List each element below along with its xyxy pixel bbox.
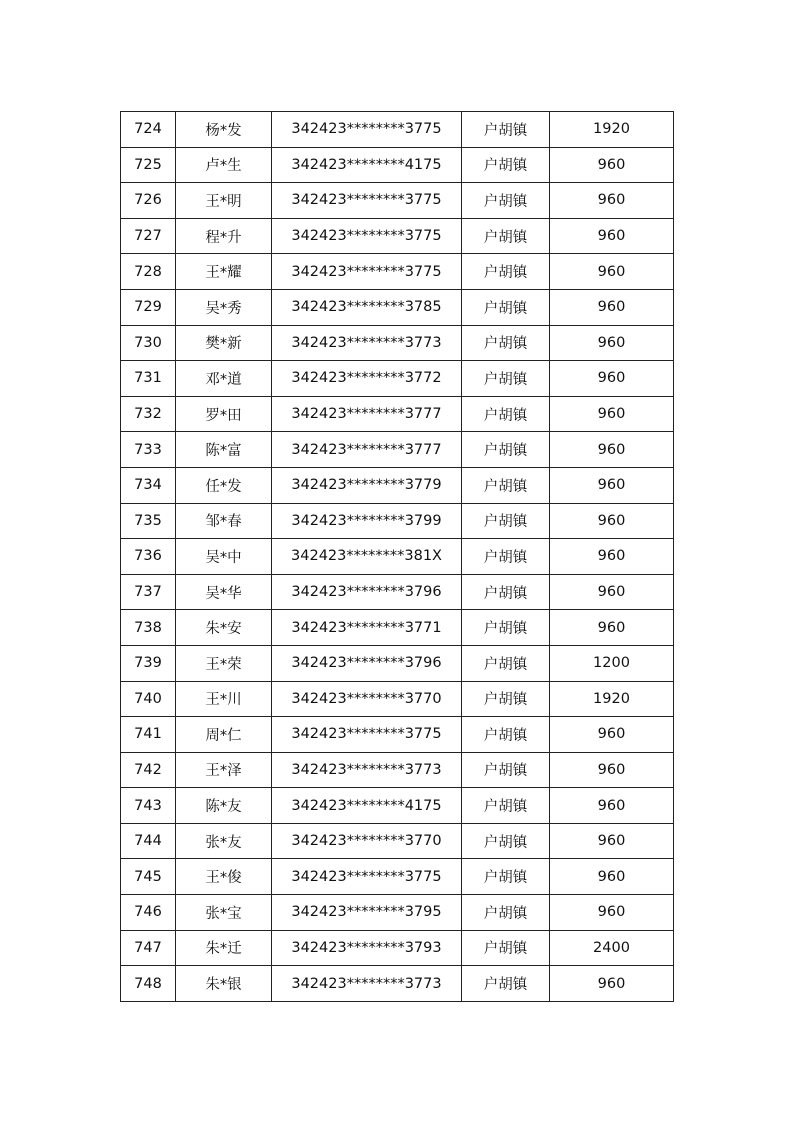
row-number-cell: 740 bbox=[121, 681, 176, 717]
town-cell: 户胡镇 bbox=[462, 966, 550, 1002]
table-row bbox=[121, 823, 674, 859]
id-number-cell: 342423********3775 bbox=[272, 112, 462, 148]
id-number-cell: 342423********3771 bbox=[272, 610, 462, 646]
row-number-cell: 732 bbox=[121, 396, 176, 432]
id-number-cell: 342423********3773 bbox=[272, 966, 462, 1002]
table-row bbox=[121, 289, 674, 325]
amount-cell: 960 bbox=[550, 610, 674, 646]
row-number-cell: 738 bbox=[121, 610, 176, 646]
row-number-cell: 734 bbox=[121, 467, 176, 503]
table-row bbox=[121, 752, 674, 788]
row-number-cell: 727 bbox=[121, 218, 176, 254]
town-cell: 户胡镇 bbox=[462, 717, 550, 753]
table-row bbox=[121, 503, 674, 539]
amount-cell: 960 bbox=[550, 966, 674, 1002]
row-number-cell: 725 bbox=[121, 147, 176, 183]
amount-cell: 1920 bbox=[550, 681, 674, 717]
name-cell: 张*友 bbox=[176, 823, 272, 859]
table-row bbox=[121, 930, 674, 966]
table-row bbox=[121, 147, 674, 183]
town-cell: 户胡镇 bbox=[462, 645, 550, 681]
table-row bbox=[121, 218, 674, 254]
id-number-cell: 342423********3775 bbox=[272, 859, 462, 895]
row-number-cell: 729 bbox=[121, 289, 176, 325]
town-cell: 户胡镇 bbox=[462, 396, 550, 432]
name-cell: 卢*生 bbox=[176, 147, 272, 183]
table-row bbox=[121, 966, 674, 1002]
name-cell: 邹*春 bbox=[176, 503, 272, 539]
row-number-cell: 731 bbox=[121, 361, 176, 397]
table-row bbox=[121, 788, 674, 824]
row-number-cell: 736 bbox=[121, 539, 176, 575]
id-number-cell: 342423********3772 bbox=[272, 361, 462, 397]
amount-cell: 960 bbox=[550, 574, 674, 610]
amount-cell: 960 bbox=[550, 539, 674, 575]
name-cell: 张*宝 bbox=[176, 895, 272, 931]
table-row bbox=[121, 717, 674, 753]
id-number-cell: 342423********3775 bbox=[272, 717, 462, 753]
id-number-cell: 342423********3779 bbox=[272, 467, 462, 503]
id-number-cell: 342423********381X bbox=[272, 539, 462, 575]
id-number-cell: 342423********3777 bbox=[272, 396, 462, 432]
row-number-cell: 744 bbox=[121, 823, 176, 859]
name-cell: 陈*友 bbox=[176, 788, 272, 824]
name-cell: 王*耀 bbox=[176, 254, 272, 290]
amount-cell: 960 bbox=[550, 396, 674, 432]
amount-cell: 960 bbox=[550, 218, 674, 254]
town-cell: 户胡镇 bbox=[462, 930, 550, 966]
name-cell: 杨*发 bbox=[176, 112, 272, 148]
subsidy-table bbox=[120, 111, 674, 1002]
table-row bbox=[121, 645, 674, 681]
town-cell: 户胡镇 bbox=[462, 325, 550, 361]
amount-cell: 960 bbox=[550, 325, 674, 361]
name-cell: 王*川 bbox=[176, 681, 272, 717]
table-row bbox=[121, 574, 674, 610]
table-row bbox=[121, 895, 674, 931]
name-cell: 朱*迁 bbox=[176, 930, 272, 966]
amount-cell: 960 bbox=[550, 823, 674, 859]
amount-cell: 960 bbox=[550, 717, 674, 753]
table-body bbox=[121, 112, 674, 1002]
amount-cell: 1200 bbox=[550, 645, 674, 681]
town-cell: 户胡镇 bbox=[462, 289, 550, 325]
town-cell: 户胡镇 bbox=[462, 467, 550, 503]
row-number-cell: 745 bbox=[121, 859, 176, 895]
id-number-cell: 342423********3775 bbox=[272, 218, 462, 254]
row-number-cell: 730 bbox=[121, 325, 176, 361]
town-cell: 户胡镇 bbox=[462, 752, 550, 788]
table-row bbox=[121, 183, 674, 219]
table-row bbox=[121, 432, 674, 468]
name-cell: 王*明 bbox=[176, 183, 272, 219]
table-row bbox=[121, 361, 674, 397]
row-number-cell: 726 bbox=[121, 183, 176, 219]
town-cell: 户胡镇 bbox=[462, 539, 550, 575]
town-cell: 户胡镇 bbox=[462, 147, 550, 183]
amount-cell: 960 bbox=[550, 467, 674, 503]
id-number-cell: 342423********3773 bbox=[272, 325, 462, 361]
row-number-cell: 741 bbox=[121, 717, 176, 753]
amount-cell: 960 bbox=[550, 788, 674, 824]
name-cell: 吴*华 bbox=[176, 574, 272, 610]
row-number-cell: 724 bbox=[121, 112, 176, 148]
town-cell: 户胡镇 bbox=[462, 218, 550, 254]
id-number-cell: 342423********3777 bbox=[272, 432, 462, 468]
amount-cell: 960 bbox=[550, 254, 674, 290]
town-cell: 户胡镇 bbox=[462, 681, 550, 717]
table-row bbox=[121, 325, 674, 361]
name-cell: 朱*银 bbox=[176, 966, 272, 1002]
amount-cell: 960 bbox=[550, 361, 674, 397]
row-number-cell: 733 bbox=[121, 432, 176, 468]
amount-cell: 960 bbox=[550, 752, 674, 788]
row-number-cell: 743 bbox=[121, 788, 176, 824]
town-cell: 户胡镇 bbox=[462, 112, 550, 148]
table-row bbox=[121, 396, 674, 432]
id-number-cell: 342423********3796 bbox=[272, 645, 462, 681]
town-cell: 户胡镇 bbox=[462, 610, 550, 646]
town-cell: 户胡镇 bbox=[462, 183, 550, 219]
id-number-cell: 342423********3793 bbox=[272, 930, 462, 966]
name-cell: 周*仁 bbox=[176, 717, 272, 753]
row-number-cell: 748 bbox=[121, 966, 176, 1002]
amount-cell: 960 bbox=[550, 183, 674, 219]
town-cell: 户胡镇 bbox=[462, 503, 550, 539]
name-cell: 朱*安 bbox=[176, 610, 272, 646]
id-number-cell: 342423********3775 bbox=[272, 254, 462, 290]
name-cell: 邓*道 bbox=[176, 361, 272, 397]
row-number-cell: 737 bbox=[121, 574, 176, 610]
table-row bbox=[121, 467, 674, 503]
amount-cell: 960 bbox=[550, 859, 674, 895]
table-row bbox=[121, 254, 674, 290]
town-cell: 户胡镇 bbox=[462, 432, 550, 468]
amount-cell: 960 bbox=[550, 895, 674, 931]
id-number-cell: 342423********4175 bbox=[272, 147, 462, 183]
amount-cell: 960 bbox=[550, 503, 674, 539]
row-number-cell: 746 bbox=[121, 895, 176, 931]
name-cell: 吴*秀 bbox=[176, 289, 272, 325]
table-row bbox=[121, 681, 674, 717]
amount-cell: 960 bbox=[550, 289, 674, 325]
id-number-cell: 342423********3795 bbox=[272, 895, 462, 931]
town-cell: 户胡镇 bbox=[462, 361, 550, 397]
amount-cell: 1920 bbox=[550, 112, 674, 148]
row-number-cell: 747 bbox=[121, 930, 176, 966]
name-cell: 罗*田 bbox=[176, 396, 272, 432]
table-row bbox=[121, 610, 674, 646]
name-cell: 王*泽 bbox=[176, 752, 272, 788]
id-number-cell: 342423********3770 bbox=[272, 681, 462, 717]
row-number-cell: 739 bbox=[121, 645, 176, 681]
amount-cell: 960 bbox=[550, 147, 674, 183]
name-cell: 王*俊 bbox=[176, 859, 272, 895]
row-number-cell: 742 bbox=[121, 752, 176, 788]
amount-cell: 960 bbox=[550, 432, 674, 468]
id-number-cell: 342423********3785 bbox=[272, 289, 462, 325]
name-cell: 程*升 bbox=[176, 218, 272, 254]
id-number-cell: 342423********3773 bbox=[272, 752, 462, 788]
town-cell: 户胡镇 bbox=[462, 859, 550, 895]
town-cell: 户胡镇 bbox=[462, 788, 550, 824]
town-cell: 户胡镇 bbox=[462, 574, 550, 610]
name-cell: 任*发 bbox=[176, 467, 272, 503]
row-number-cell: 735 bbox=[121, 503, 176, 539]
table-row bbox=[121, 859, 674, 895]
town-cell: 户胡镇 bbox=[462, 254, 550, 290]
id-number-cell: 342423********3799 bbox=[272, 503, 462, 539]
table-row bbox=[121, 539, 674, 575]
name-cell: 陈*富 bbox=[176, 432, 272, 468]
amount-cell: 2400 bbox=[550, 930, 674, 966]
id-number-cell: 342423********3775 bbox=[272, 183, 462, 219]
town-cell: 户胡镇 bbox=[462, 895, 550, 931]
town-cell: 户胡镇 bbox=[462, 823, 550, 859]
id-number-cell: 342423********4175 bbox=[272, 788, 462, 824]
name-cell: 樊*新 bbox=[176, 325, 272, 361]
name-cell: 吴*中 bbox=[176, 539, 272, 575]
id-number-cell: 342423********3770 bbox=[272, 823, 462, 859]
row-number-cell: 728 bbox=[121, 254, 176, 290]
name-cell: 王*荣 bbox=[176, 645, 272, 681]
id-number-cell: 342423********3796 bbox=[272, 574, 462, 610]
table-row bbox=[121, 112, 674, 148]
